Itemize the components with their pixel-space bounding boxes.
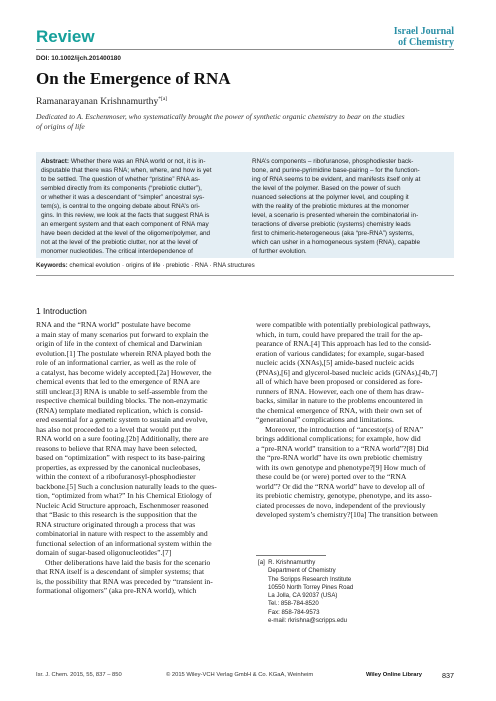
body-line: a “pre-RNA world” transition to a “RNA world”?[8] Did [256,443,429,453]
body-line: pearance of RNA.[4] This approach has led to the consid- [256,339,432,348]
body-line: ciated processes de novo, independent of the previously [256,500,426,510]
body-line: properties, as expressed by the canonical nucleobases, [36,462,201,472]
author-name: Ramanarayanan Krishnamurthy [36,96,159,108]
abstract-line: gins. In this review, we look at the facts that suggest RNA is [41,212,210,220]
body-line: chemical events that led to the emergence of RNA are [36,377,200,386]
body-line: (PNAs),[6] and glycerol-based nucleic acids (GNAs),[4b,7] [256,367,438,377]
affiliation-line: Tel.: 858-784-8520 [268,600,319,608]
author-affiliation [258,559,354,625]
journal-name [394,26,454,48]
body-line: that RNA itself is a descendant of simpler systems; that [36,567,205,576]
abstract-line-text: Whether there was an RNA world or not, it is in- [69,158,206,165]
body-line: eration of various candidates; for example, sugar-based [256,348,424,358]
body-line: formational oligomers” (aka pre-RNA world), which [36,586,197,595]
affiliation-line [258,559,343,567]
abstract-line: nuanced selections at the polymer level, and coupling it [252,194,409,202]
body-line: were compatible with potentially prebiological pathways, [256,320,431,329]
body-line: tion, “optimized from what?” In his Chemical Etiology of [36,491,212,500]
body-line: still unclear.[3] RNA is unable to self-assemble from the [36,386,208,396]
body-line: with its own genotype and phenotype?[9] How much of [256,462,426,472]
body-line: Moreover, the introduction of “ancestor(s) of RNA” [265,424,424,434]
body-line: a main stay of many scenarios put forward to explain the [36,329,209,339]
affiliation-rule [256,555,326,556]
body-line: all of which have been proposed or considered as fore- [256,377,423,386]
body-line: evolution.[1] The postulate wherein RNA played both the [36,348,211,358]
body-line: domain of sugar-based oligonucleotides”.[7] [36,548,172,557]
body-line: RNA and the “RNA world” postulate have become [36,320,191,329]
abstract-line: to be settled. The question of whether “pristine” RNA as- [41,176,201,184]
affiliation-line: 10550 North Torrey Pines Road [268,583,354,591]
body-line: within the context of a ribofuranosyl-phosphodiester [36,472,196,481]
abstract-box [36,152,454,258]
abstract-lead: Abstract: [41,158,70,165]
journal-name-line2: of Chemistry [398,37,454,48]
body-line: runners of RNA. However, each one of them has draw- [256,386,424,396]
body-line: combinatorial in nature with respect to the assembly and [36,529,208,538]
abstract-line: with the reality of the prebiotic mixtures at the monomer [252,203,409,211]
dedication [36,112,456,132]
body-line: has also not proceeded to a level that would put the [36,424,192,434]
body-line: a catalyst, has become widely accepted.[2a] However, the [36,367,212,377]
body-left-column [36,320,217,596]
body-line: the chemical emergence of RNA, with their own set of [256,405,423,415]
body-line: these could be (or were) ported over to the “RNA [256,472,407,481]
body-line: world”? Or did the “RNA world” have to develop all of [256,481,425,491]
body-line: reasons to believe that RNA may have been selected, [36,443,197,453]
body-line: (RNA) template mediated replication, which is consid- [36,405,203,415]
keywords-rule [36,275,454,276]
abstract-line: not at the level of the prebiotic clutter, nor at the level of [41,239,198,247]
footer-copyright: © 2015 Wiley-VCH Verlag GmbH & Co. KGaA, Weinheim [166,672,314,678]
body-line: Nucleic Acid Structure approach, Eschenmoser reasoned [36,500,209,510]
keywords-label: Keywords: [36,262,68,269]
abstract-line: ing of RNA seems to be evident, and manifests itself only at [252,176,421,184]
section-type-label: Review [36,27,95,46]
abstract-line: have been decided at the level of the oligomer/polymer, and [41,230,211,238]
abstract-line: disputable that there was RNA; when, where, and how is yet [41,167,212,175]
body-line: RNA structure originated through a process that was [36,519,196,529]
page-number: 837 [442,671,454,680]
header-rule [36,49,454,50]
footer-library-link[interactable]: Wiley Online Library [366,672,422,678]
body-line: “generational” complications and limitations. [256,415,394,424]
abstract-line: RNA’s components – ribofuranose, phosphodiester back- [252,158,414,165]
article-title: On the Emergence of RNA [36,69,231,88]
abstract-line: first to chimeric-heterogeneous (aka “pre-RNA”) systems, [252,230,414,238]
body-line: origin of life in the context of chemical and Darwinian [36,339,202,348]
body-line: which, in turn, could have prepared the trail for the ap- [256,329,423,339]
abstract-line: an emergent system and that each component of RNA may [41,221,209,229]
abstract-line: sembled directly from its components (“prebiotic clutter”), [41,185,202,193]
dedication-line: Dedicated to A. Eschenmoser, who systematically brought the power of synthetic organic chemistry to bear on the studies [36,112,405,121]
abstract-line: tem(s), is central to the ongoing debate about RNA’s ori- [41,203,200,211]
body-line: developed system’s chemistry?[10a] The transition between [256,510,438,519]
affiliation-line: Fax: 858-784-9573 [268,608,320,616]
body-line: the “pre-RNA world” have its own prebiotic chemistry [256,453,423,462]
abstract-line: monomer nucleotides. The critical interdependence of [41,248,193,256]
body-line: that “Basic to this research is the supposition that the [36,510,197,519]
body-line: ered essential for a genetic system to sustain and evolve, [36,415,208,424]
keywords [36,262,255,269]
affiliation-line: La Jolla, CA 92037 (USA) [268,592,338,600]
body-line: its prebiotic chemistry, genotype, phenotype, and its asso- [256,491,432,500]
abstract-line: level, a scenario is presented wherein the combinatorial in- [252,212,419,220]
body-line: RNA world on a sure footing.[2b] Additionally, there are [36,434,209,443]
abstract-line: teractions of diverse prebiotic (systems) chemistry leads [252,221,411,229]
author-line [36,96,167,107]
dedication-line: of origins of life [36,122,85,131]
body-line: is, the possibility that RNA was preceded by “transient in- [36,576,213,586]
abstract-line: or whether it was a descendant of “simpler” ancestral sys- [41,194,205,202]
abstract-right-column [252,157,420,257]
body-line: role of an informational carrier, as well as the role of [36,358,197,367]
author-mark: *[a] [158,96,168,102]
section-heading: 1 Introduction [36,306,87,316]
abstract-line: of further evolution. [252,248,307,256]
abstract-line: which can usher in a homogeneous system (RNA), capable [252,239,421,247]
abstract-line [41,157,212,166]
affiliation-mark: [a] [258,559,265,566]
affiliation-email[interactable]: e-mail: rkrishna@scripps.edu [268,617,347,625]
affiliation-text: R. Krishnamurthy [268,559,316,566]
affiliation-line: The Scripps Research Institute [268,575,352,583]
affiliation-line: Department of Chemistry [268,567,336,575]
body-line: nucleic acids (XNAs),[5] amide-based nucleic acids [256,358,415,367]
body-line: functional selection of an informational system within the [36,538,212,548]
keywords-list: chemical evolution · origins of life · prebiotic · RNA · RNA structures [67,262,255,269]
body-line: brings additional complications; for example, how did [256,434,421,443]
abstract-line: the level of the polymer. Based on the power of such [252,185,401,193]
journal-name-line1: Israel Journal [393,26,454,37]
body-right-column [256,320,438,520]
body-line: based on “optimization” with respect to its base-pairing [36,453,205,462]
abstract-line: bone, and purine-pyrimidine base-pairing – for the function- [252,167,420,175]
abstract-left-column [41,157,212,257]
body-line: respective chemical building blocks. The non-enzymatic [36,396,208,405]
footer-citation: Isr. J. Chem. 2015, 55, 837 – 850 [36,672,122,678]
body-line: backbone.[5] Such a conclusion naturally leads to the ques- [36,481,217,491]
body-line: backs, similar in nature to the problems encountered in [256,396,423,405]
doi: DOI: 10.1002/ijch.201400180 [36,55,121,62]
body-line: Other deliberations have laid the basis for the scenario [45,557,211,567]
